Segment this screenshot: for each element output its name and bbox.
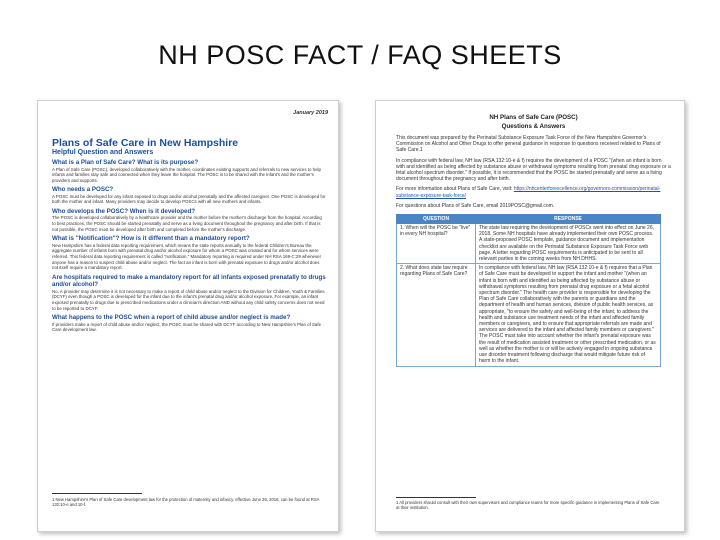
faq-answer: If providers make a report of child abuse and/or neglect, the POSC must be shared with DCYF according to New Hampshire's Plan of Safe Care development law. [52,321,322,333]
faq-question: What is "Notification"? How is it different than a mandatory report? [52,235,250,243]
faq-sheet-right [375,100,685,532]
response-cell: The state law requiring the development of POSCs went into effect on June 26, 2018. Some NH hospitals have already implemented their own POSC process. A state-proposed POSC template, guidance document and implementation checklist are available on the Perinatal Substance Exposure Task Force web page. A letter regarding POSC requirements is anticipated to be sent to all relevant parties in the coming weeks from NH DHHS. [476,224,661,264]
qa-content [396,113,671,367]
faq-question: What is a Plan of Safe Care? What is its purpose? [52,159,199,166]
faq-question: What happens to the POSC when a report of child abuse and/or neglect is made? [52,314,291,322]
faq-question: Are hospitals required to make a mandatory report for all infants exposed prenatally to drugs and/or alcohol? [52,273,326,289]
task-force-link[interactable]: https://nhcenterforexcellence.org/governors-commission/perinatal-substance-exposure-task-force/ [396,186,661,199]
info-text: For more information about Plans of Safe Care, visit: [396,186,513,193]
faq-answer: A POSC must be developed for any infant exposed to drugs and/or alcohol prenatally and the affected caregiver. One POSC is developed for both the mother and infant. Many providers may decide to develop POSCs with all new mothers and infants. [52,193,326,205]
faq-answer: No. A provider may determine it is not necessary to make a report of child abuse and/or neglect to the Division for Children, Youth & Families (DCYF) even though a POSC is developed for the infant due to the infant's prenatal drug and/or alcohol exposure. For example, an infant exposed prenatally to drugs due to prescribed medications under a clinician's direction AND without any child safety concerns does not need to be reported to DCYF. [52,288,325,311]
faq-answer: New Hampshire has a federal data reporting requirement, which means the state reports annually to the federal Children's Bureau the aggregate number of infants born with prenatal drug and/or alcohol exposure for whom a POSC was created and for whom services were referred. This federal data reporting requirement is called "notification." Mandatory reporting is required under NH RSA 169-C:29 whenever anyone has a reason to suspect child abuse and/or neglect. The fact an infant is born with prenatal exposure to drugs and/or alcohol does not itself require a mandatory report. [52,242,322,271]
response-header: RESPONSE [476,215,661,224]
qa-table [396,214,661,366]
faq-sheet-left [37,100,339,532]
footnote: 1 All providers should consult with their own supervisors and compliance teams for more specific guidance in implementing Plans of Safe Care at their institution. [396,500,660,511]
faq-answer: A Plan of Safe Care (POSC), developed collaboratively with the mother, coordinates existing supports and referrals to new services to help infants and families stay safe and connected when they leave the hospital. The POSC is to be shared with the infant's and the mother's providers and supports. [52,166,321,183]
sheet-title: Plans of Safe Care in New Hampshire [52,137,239,149]
faq-answer: The POSC is developed collaboratively by a healthcare provider and the mother before the mother's discharge from the hospital. According to best practices, the POSC should be started prenatally and serve as a living document throughout the pregnancy and after birth. If that is not possible, the POSC must be developed after birth and completed before the mother's discharge. [52,215,322,232]
contact-paragraph: For questions about Plans of Safe Care, email 2019POSC@gmail.com. [396,202,555,209]
response-cell: In compliance with federal law, NH law (RSA 132:10-e & f) requires that a Plan of Safe Care must be developed to support the infant and mother "(when an infant is born with and identified as being affected by substance abuse or withdrawal symptoms resulting from prenatal drug exposure or a fetal alcohol spectrum disorder." The health care provider is responsible for developing the Plan of Safe Care collaboratively with the parents or guardians and the department of health and human services, division of public health services, as appropriate, "to ensure the safety and well-being of the infant, to address the health and substance use treatment needs of the infant and affected family members or caregivers, and to ensure that appropriate referrals are made and services are delivered to the infant and affected family members or caregivers." The POSC must take into account whether the infant's prenatal exposure was the result of medication assisted treatment or other prescribed medication, or as well as whether the mother is or will be actively engaged in ongoing substance use disorder treatment following discharge that would mitigate future risk of harm to the infant. [476,264,661,366]
intro-paragraph: This document was prepared by the Perinatal Substance Exposure Task Force of the New Hampshire Governor's Commission on Alcohol and Other Drugs to offer general guidance in response to questions received related to Plans of Safe Care.1 [396,135,661,154]
qa-table-header [397,215,661,224]
question-header: QUESTION [397,215,476,224]
table-row [397,224,661,264]
sheet-subheading: Questions & Answers [501,123,566,130]
faq-question: Who develops the POSC? When is it developed? [52,207,196,215]
footnote-divider [396,497,476,498]
footnote: 1 New Hampshire's Plan of Safe Care development law for the protection of maternity and infancy, effective June 26, 2018, can be found at RSA 132:10-e and 10-f. [52,497,320,508]
slide-title: NH POSC FACT / FAQ SHEETS [158,40,562,70]
sheet-subtitle: Helpful Question and Answers [52,149,154,156]
sheet-heading: NH Plans of Safe Care (POSC) [489,114,578,121]
sheet-date: January 2019 [293,110,328,116]
question-cell: 2. What does state law require regarding Plans of Safe Care? [397,264,476,366]
table-row [397,264,661,366]
info-paragraph [396,186,671,198]
faq-question: Who needs a POSC? [52,186,114,194]
law-paragraph: In compliance with federal law, NH law (RSA 132:10-e & f) requires the development of a POSC "(when an infant is born with and identified as being affected by substance abuse or withdrawal symptoms resulting from prenatal drug exposure or a fetal alcohol spectrum disorder." If possible, it is recommended that the POSC be started prenatally and serve as a living document throughout the pregnancy and after birth. [396,157,671,183]
faq-content [52,137,326,333]
footnote-divider [52,493,142,494]
question-cell: 1. When will the POSC be "live" in every NH hospital? [397,224,476,264]
